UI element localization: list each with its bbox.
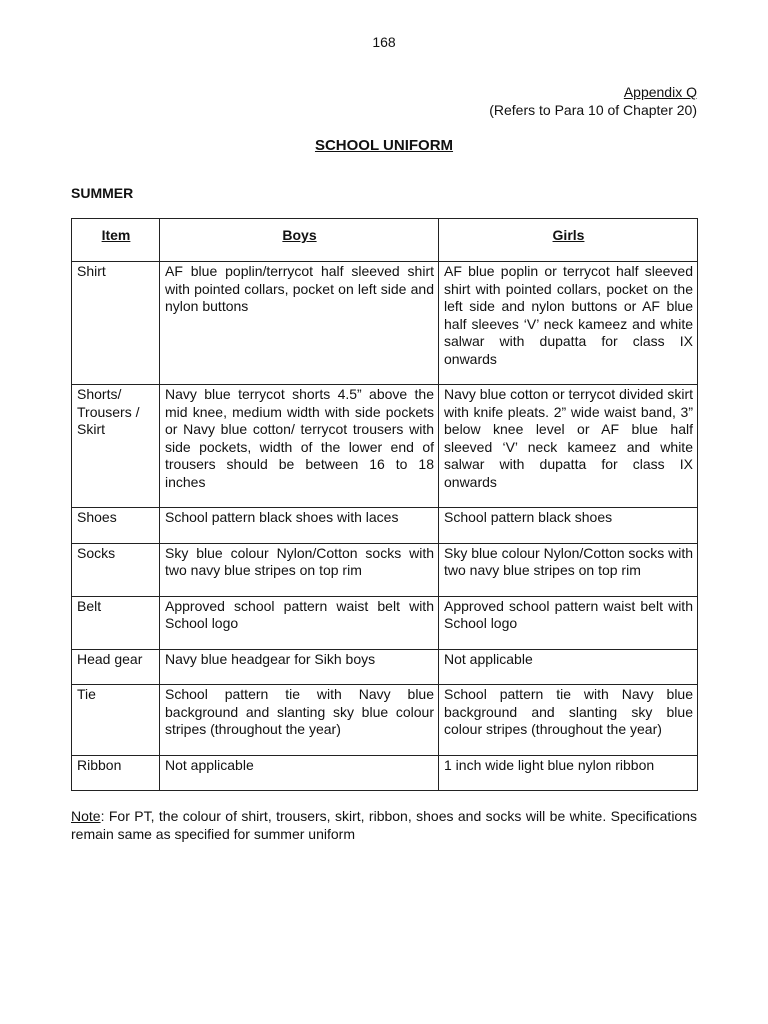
- table-row: [72, 262, 698, 385]
- note-text: : For PT, the colour of shirt, trousers, skirt, ribbon, shoes and socks will be white. Specifications remain same as specified for summer uniform: [71, 808, 697, 842]
- header-boys: Boys: [160, 219, 439, 262]
- note-paragraph: [71, 808, 697, 843]
- item-cell: Shorts/ Trousers / Skirt: [72, 385, 160, 508]
- header-girls: Girls: [439, 219, 698, 262]
- boys-cell: AF blue poplin/terrycot half sleeved shirt with pointed collars, pocket on left side and nylon buttons: [160, 262, 439, 385]
- section-title: SUMMER: [71, 185, 134, 201]
- document-title: SCHOOL UNIFORM: [314, 137, 454, 154]
- table-row: [72, 649, 698, 685]
- boys-cell: Navy blue terrycot shorts 4.5” above the mid knee, medium width with side pockets or Navy blue cotton/ terrycot trousers with side pockets, width of the lower end of trousers should be between 16 to 18 inches: [160, 385, 439, 508]
- girls-cell: Approved school pattern waist belt with School logo: [439, 596, 698, 649]
- item-cell: Socks: [72, 543, 160, 596]
- table-row: [72, 755, 698, 791]
- page-number: 168: [372, 34, 396, 50]
- girls-cell: Navy blue cotton or terrycot divided skirt with knife pleats. 2” wide waist band, 3” below knee level or AF blue half sleeved ‘V’ neck kameez and white salwar with dupatta for class IX onwards: [439, 385, 698, 508]
- item-cell: Head gear: [72, 649, 160, 685]
- header-item: Item: [72, 219, 160, 262]
- girls-cell: School pattern tie with Navy blue background and slanting sky blue colour stripes (throughout the year): [439, 685, 698, 756]
- appendix-reference: (Refers to Para 10 of Chapter 20): [489, 101, 697, 118]
- boys-cell: Navy blue headgear for Sikh boys: [160, 649, 439, 685]
- table-row: [72, 543, 698, 596]
- table-row: [72, 596, 698, 649]
- boys-cell: Sky blue colour Nylon/Cotton socks with two navy blue stripes on top rim: [160, 543, 439, 596]
- table-row: [72, 508, 698, 544]
- item-cell: Shoes: [72, 508, 160, 544]
- girls-cell: 1 inch wide light blue nylon ribbon: [439, 755, 698, 791]
- appendix-title: Appendix Q: [623, 84, 697, 100]
- girls-cell: Sky blue colour Nylon/Cotton socks with two navy blue stripes on top rim: [439, 543, 698, 596]
- girls-cell: School pattern black shoes: [439, 508, 698, 544]
- uniform-table: [71, 218, 698, 791]
- appendix-header: [489, 84, 697, 119]
- girls-cell: AF blue poplin or terrycot half sleeved shirt with pointed collars, pocket on the left side and nylon buttons or AF blue half sleeves ‘V’ neck kameez and white salwar with dupatta for class IX onwards: [439, 262, 698, 385]
- boys-cell: School pattern black shoes with laces: [160, 508, 439, 544]
- table-header-row: [72, 219, 698, 262]
- table-row: [72, 385, 698, 508]
- girls-cell: Not applicable: [439, 649, 698, 685]
- item-cell: Ribbon: [72, 755, 160, 791]
- item-cell: Tie: [72, 685, 160, 756]
- item-cell: Shirt: [72, 262, 160, 385]
- item-cell: Belt: [72, 596, 160, 649]
- note-label: Note: [71, 808, 101, 824]
- boys-cell: Not applicable: [160, 755, 439, 791]
- boys-cell: Approved school pattern waist belt with School logo: [160, 596, 439, 649]
- boys-cell: School pattern tie with Navy blue background and slanting sky blue colour stripes (throughout the year): [160, 685, 439, 756]
- table-row: [72, 685, 698, 756]
